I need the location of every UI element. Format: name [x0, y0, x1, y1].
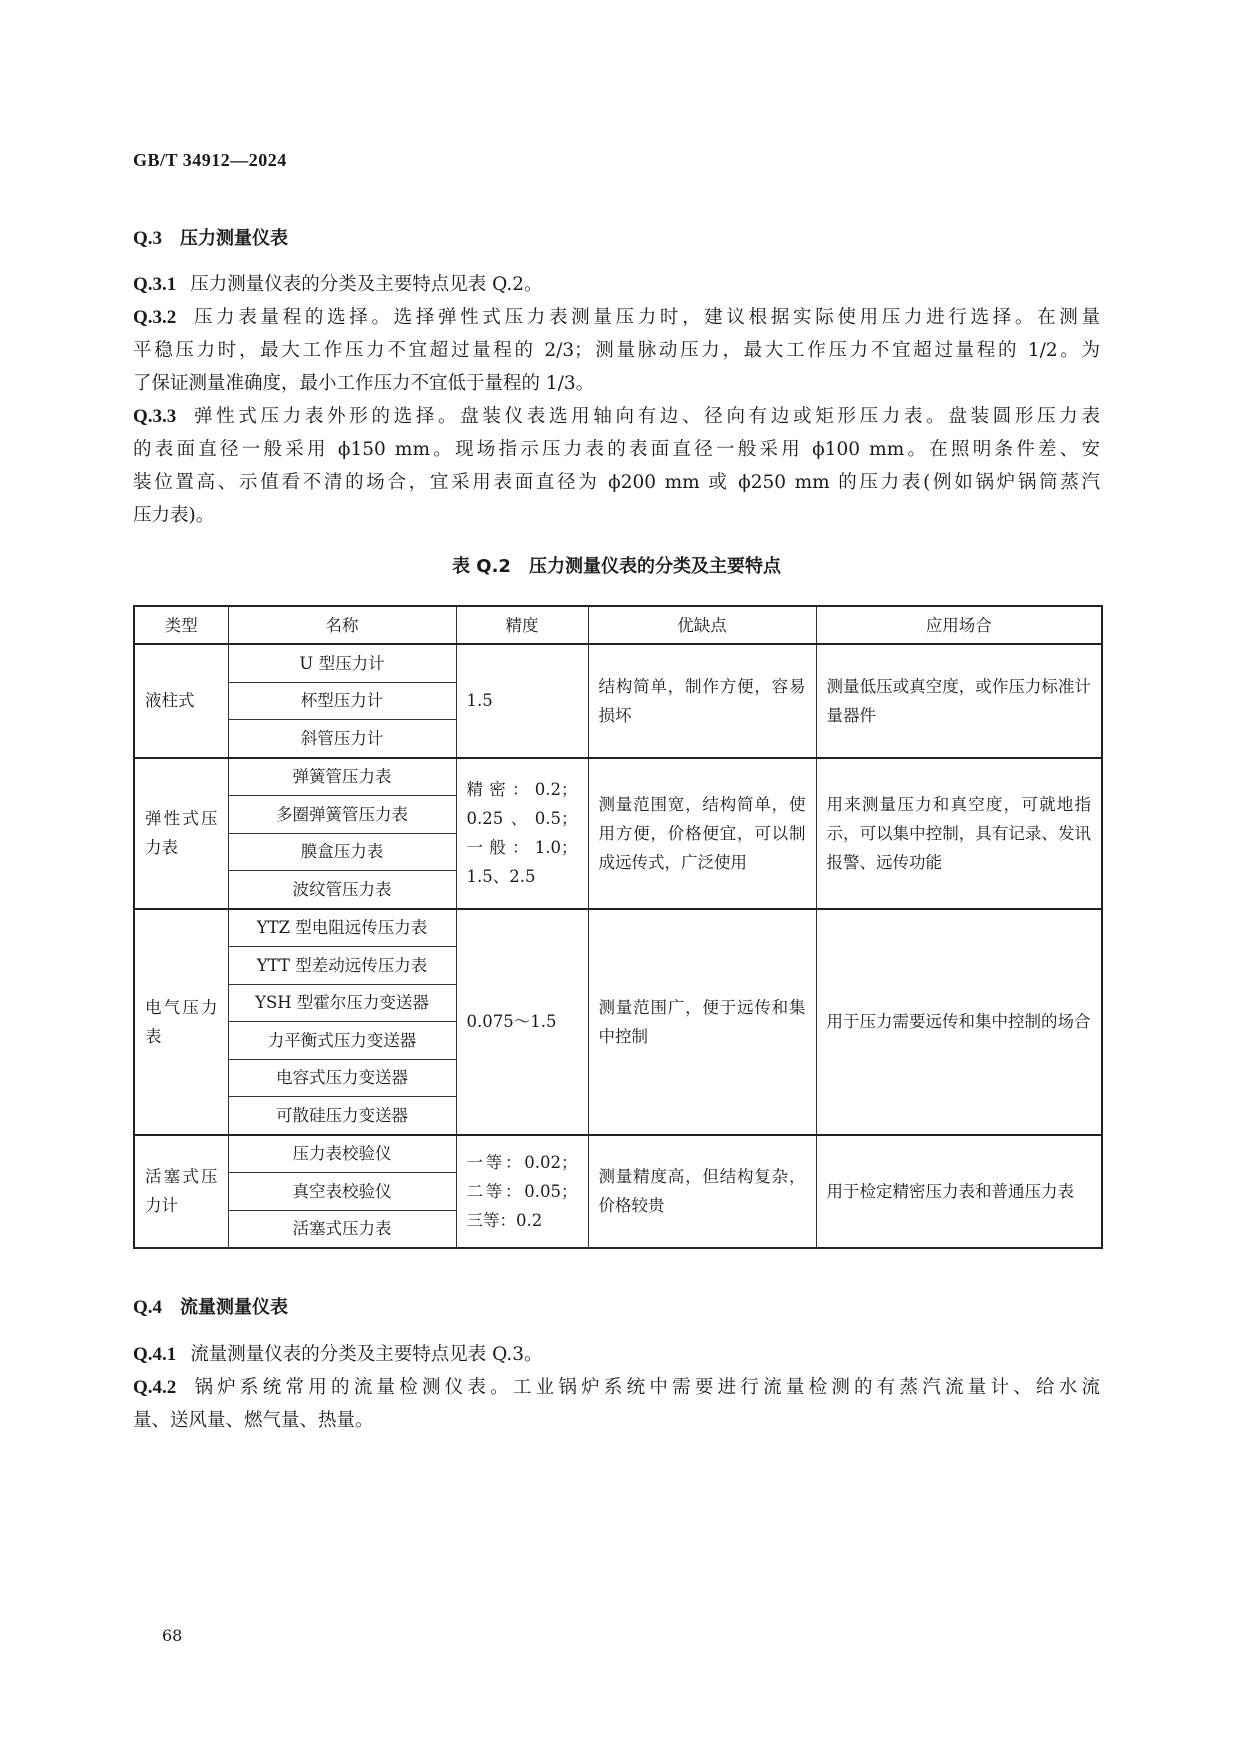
paragraph-line [133, 400, 1100, 433]
paragraph-line [133, 1338, 1100, 1371]
pros-cons-cell: 测量范围宽，结构简单，使用方便，价格便宜，可以制成远传式，广泛使用 [588, 758, 816, 909]
standard-number: GB/T 34912—2024 [133, 150, 287, 170]
section-q3-body [133, 268, 1100, 532]
table-row [134, 909, 1102, 947]
paragraph-text: 的表面直径一般采用 ϕ150 mm。现场指示压力表的表面直径一般采用 ϕ100 mm。在照明条件差、安 [133, 439, 1100, 460]
type-cell: 电气压力表 [134, 909, 228, 1135]
paragraph-line [133, 1371, 1100, 1404]
section-heading-q3 [133, 224, 288, 250]
page-number: 68 [162, 1626, 183, 1645]
name-cell: YTZ 型电阻远传压力表 [228, 909, 456, 947]
column-header: 应用场合 [816, 606, 1102, 644]
clause-number: Q.3.1 [133, 274, 177, 295]
table-row [134, 644, 1102, 682]
table-row [134, 1135, 1102, 1173]
table-header-row [134, 606, 1102, 644]
pros-cons-cell: 测量精度高，但结构复杂，价格较贵 [588, 1135, 816, 1249]
section-q4-body [133, 1338, 1100, 1437]
paragraph-line [133, 367, 1100, 400]
name-cell: 可散硅压力变送器 [228, 1097, 456, 1135]
section-heading-q4 [133, 1293, 288, 1319]
clause-number: Q.4.1 [133, 1344, 177, 1365]
name-cell: 压力表校验仪 [228, 1135, 456, 1173]
section-number: Q.4 [133, 1297, 163, 1318]
section-number: Q.3 [133, 228, 163, 249]
application-cell: 测量低压或真空度，或作压力标准计量器件 [816, 644, 1102, 758]
type-cell: 活塞式压力计 [134, 1135, 228, 1249]
column-header: 类型 [134, 606, 228, 644]
paragraph-text: 锅炉系统常用的流量检测仪表。工业锅炉系统中需要进行流量检测的有蒸汽流量计、给水流 [190, 1377, 1100, 1398]
name-cell: 活塞式压力表 [228, 1210, 456, 1248]
clause-number: Q.4.2 [133, 1377, 177, 1398]
column-header: 优缺点 [588, 606, 816, 644]
paragraph-text: 弹性式压力表外形的选择。盘装仪表选用轴向有边、径向有边或矩形压力表。盘装圆形压力表 [190, 406, 1100, 427]
type-cell: 液柱式 [134, 644, 228, 758]
pros-cons-cell: 测量范围广，便于远传和集中控制 [588, 909, 816, 1135]
name-cell: 弹簧管压力表 [228, 758, 456, 796]
column-header: 精度 [456, 606, 588, 644]
paragraph-text: 平稳压力时，最大工作压力不宜超过量程的 2/3；测量脉动压力，最大工作压力不宜超过量程的 1/2。为 [133, 340, 1100, 361]
name-cell: U 型压力计 [228, 644, 456, 682]
paragraph-text: 压力表量程的选择。选择弹性式压力表测量压力时，建议根据实际使用压力进行选择。在测量 [190, 307, 1100, 328]
application-cell: 用于压力需要远传和集中控制的场合 [816, 909, 1102, 1135]
paragraph-text: 装位置高、示值看不清的场合，宜采用表面直径为 ϕ200 mm 或 ϕ250 mm 的压力表(例如锅炉锅筒蒸汽 [133, 472, 1100, 493]
precision-cell: 一等：0.02；二等：0.05；三等：0.2 [456, 1135, 588, 1249]
paragraph-line [133, 433, 1100, 466]
pressure-instrument-table [133, 605, 1103, 1249]
clause-number: Q.3.3 [133, 406, 177, 427]
name-cell: 膜盒压力表 [228, 833, 456, 871]
name-cell: 力平衡式压力变送器 [228, 1022, 456, 1060]
name-cell: YSH 型霍尔压力变送器 [228, 984, 456, 1022]
name-cell: 波纹管压力表 [228, 871, 456, 909]
application-cell: 用来测量压力和真空度，可就地指示，可以集中控制，具有记录、发讯报警、远传功能 [816, 758, 1102, 909]
precision-cell: 精密：0.2；0.25、0.5；一般：1.0；1.5、2.5 [456, 758, 588, 909]
table-title: 表 Q.2 压力测量仪表的分类及主要特点 [452, 556, 781, 577]
table-row [134, 758, 1102, 796]
paragraph-line [133, 334, 1100, 367]
precision-cell: 0.075～1.5 [456, 909, 588, 1135]
section-title: 流量测量仪表 [180, 1297, 289, 1318]
name-cell: 真空表校验仪 [228, 1173, 456, 1211]
paragraph-text: 压力表)。 [133, 505, 215, 526]
paragraph-text: 量、送风量、燃气量、热量。 [133, 1410, 374, 1431]
paragraph-line [133, 466, 1100, 499]
paragraph-text: 了保证测量准确度，最小工作压力不宜低于量程的 1/3。 [133, 373, 595, 394]
paragraph-line [133, 499, 1100, 532]
precision-cell: 1.5 [456, 644, 588, 758]
name-cell: 斜管压力计 [228, 720, 456, 758]
paragraph-line [133, 268, 1100, 301]
clause-number: Q.3.2 [133, 307, 177, 328]
name-cell: 多圈弹簧管压力表 [228, 796, 456, 834]
pros-cons-cell: 结构简单，制作方便，容易损坏 [588, 644, 816, 758]
name-cell: YTT 型差动远传压力表 [228, 947, 456, 985]
paragraph-text: 压力测量仪表的分类及主要特点见表 Q.2。 [190, 274, 543, 295]
paragraph-line [133, 301, 1100, 334]
name-cell: 杯型压力计 [228, 682, 456, 720]
name-cell: 电容式压力变送器 [228, 1059, 456, 1097]
column-header: 名称 [228, 606, 456, 644]
section-title: 压力测量仪表 [180, 228, 289, 249]
paragraph-line [133, 1404, 1100, 1437]
paragraph-text: 流量测量仪表的分类及主要特点见表 Q.3。 [190, 1344, 543, 1365]
type-cell: 弹性式压力表 [134, 758, 228, 909]
application-cell: 用于检定精密压力表和普通压力表 [816, 1135, 1102, 1249]
